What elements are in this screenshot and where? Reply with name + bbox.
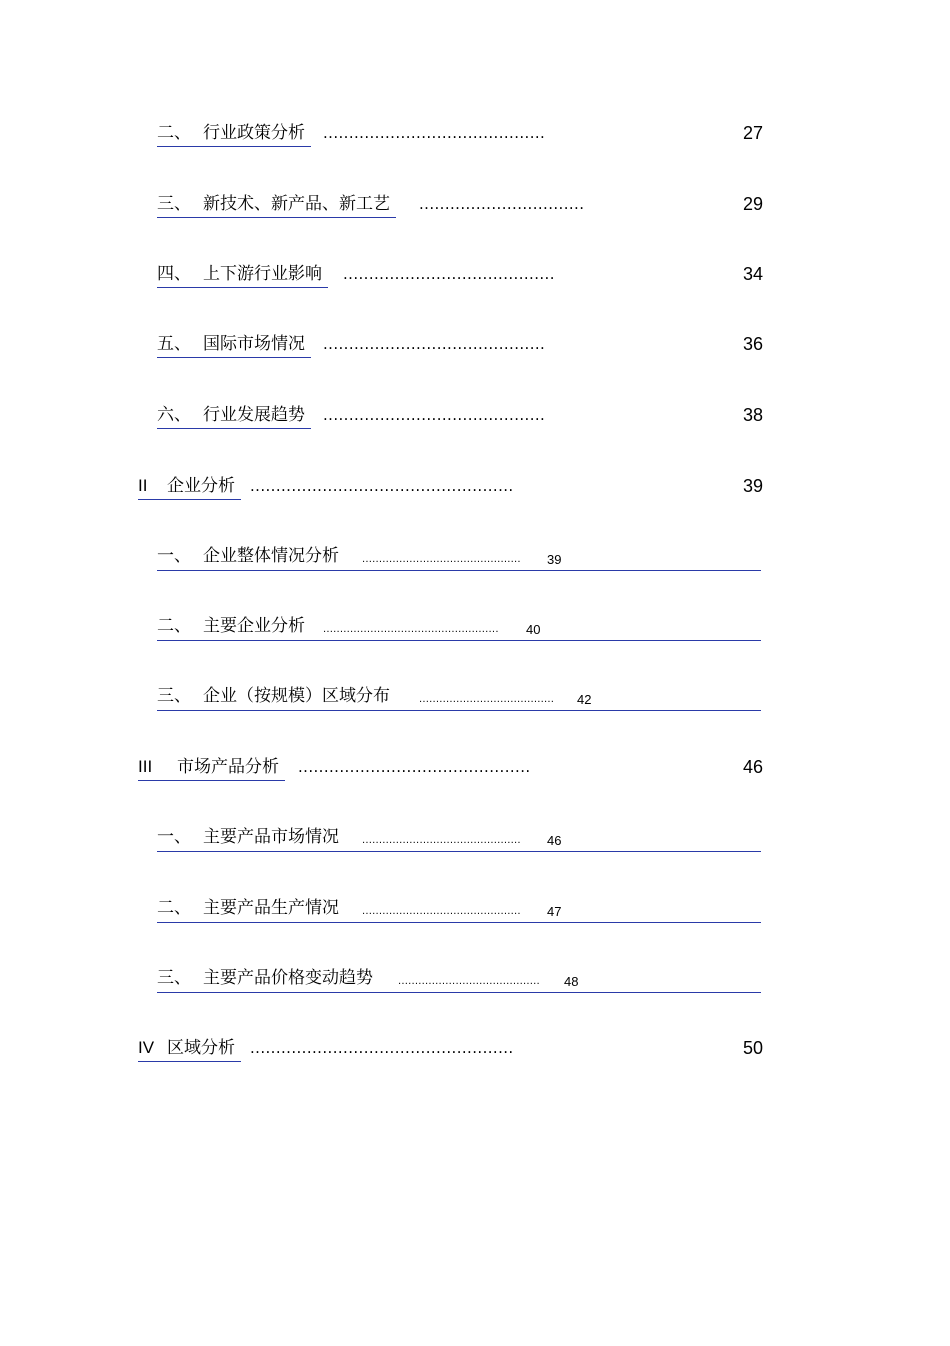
toc-leader-dots: ...................................................	[250, 477, 514, 495]
toc-entry-title: 新技术、新产品、新工艺	[203, 194, 390, 214]
toc-entry-title: 上下游行业影响	[203, 264, 322, 284]
toc-entry[interactable]	[157, 403, 763, 433]
toc-leader-dots: ................................	[419, 195, 585, 213]
toc-leader-dots: ..........................................	[398, 976, 540, 987]
toc-entry[interactable]	[157, 544, 761, 574]
link-underline	[157, 922, 761, 923]
toc-entry-number: 六、	[157, 405, 191, 425]
toc-link[interactable]	[157, 966, 379, 991]
toc-link[interactable]	[157, 332, 311, 358]
toc-entry-number: 二、	[157, 123, 191, 143]
toc-page-number: 40	[526, 622, 541, 637]
toc-entry-number: 三、	[157, 968, 191, 988]
toc-leader-dots: .........................................	[343, 265, 555, 283]
toc-entry-title: 行业发展趋势	[203, 405, 305, 425]
link-underline	[157, 992, 761, 993]
toc-entry[interactable]	[157, 684, 761, 714]
toc-leader-dots: ...........................................	[323, 406, 546, 424]
toc-leader-dots: ...............................................	[362, 906, 521, 917]
toc-link[interactable]	[157, 614, 311, 639]
link-underline	[157, 851, 761, 852]
toc-link[interactable]	[157, 192, 396, 218]
toc-page-number: 38	[742, 405, 763, 425]
toc-entry-number: 三、	[157, 686, 191, 706]
toc-leader-dots: .............................................	[298, 758, 531, 776]
toc-page-number: 39	[742, 476, 763, 496]
toc-page-number: 46	[742, 757, 763, 777]
toc-link[interactable]	[138, 474, 241, 500]
toc-leader-dots: ...........................................	[323, 124, 546, 142]
toc-page-number: 36	[742, 334, 763, 354]
toc-link[interactable]	[157, 121, 311, 147]
toc-entry-title: 主要企业分析	[203, 616, 305, 636]
toc-page-number: 29	[742, 194, 763, 214]
toc-entry-number: 一、	[157, 546, 191, 566]
toc-page-number: 39	[547, 552, 562, 567]
toc-entry-title: 主要产品价格变动趋势	[203, 968, 373, 988]
toc-link[interactable]	[138, 1036, 241, 1062]
toc-entry-title: 主要产品市场情况	[203, 827, 339, 847]
toc-entry-number: 一、	[157, 827, 191, 847]
toc-entry-title: 国际市场情况	[203, 334, 305, 354]
toc-link[interactable]	[157, 544, 345, 569]
toc-entry[interactable]	[138, 755, 763, 785]
toc-link[interactable]	[157, 684, 396, 709]
link-underline	[157, 640, 761, 641]
toc-page-number: 50	[742, 1038, 763, 1058]
toc-entry-number: 二、	[157, 616, 191, 636]
toc-leader-dots: ....................................................	[323, 624, 499, 635]
toc-leader-dots: ...............................................	[362, 554, 521, 565]
toc-entry-number: 二、	[157, 898, 191, 918]
toc-page-number: 46	[547, 833, 562, 848]
toc-page-number: 27	[742, 123, 763, 143]
toc-entry[interactable]	[157, 896, 761, 926]
toc-leader-dots: ...........................................	[323, 335, 546, 353]
toc-entry[interactable]	[157, 332, 763, 362]
toc-leader-dots: ...............................................	[362, 835, 521, 846]
toc-entry-number: II	[138, 476, 148, 495]
toc-entry-title: 市场产品分析	[177, 757, 279, 777]
toc-entry-title: 行业政策分析	[203, 123, 305, 143]
toc-entry-title: 企业分析	[167, 476, 235, 496]
toc-link[interactable]	[157, 825, 345, 850]
toc-leader-dots: ........................................	[419, 694, 555, 705]
toc-link[interactable]	[138, 755, 285, 781]
toc-entry[interactable]	[138, 1036, 763, 1066]
toc-entry-number: III	[138, 757, 153, 776]
toc-entry[interactable]	[138, 474, 763, 504]
toc-entry-title: 主要产品生产情况	[203, 898, 339, 918]
toc-entry-number: 三、	[157, 194, 191, 214]
toc-entry[interactable]	[157, 192, 763, 222]
toc-entry-title: 区域分析	[167, 1038, 235, 1058]
toc-page-number: 42	[577, 692, 592, 707]
toc-link[interactable]	[157, 262, 328, 288]
toc-leader-dots: ...................................................	[250, 1039, 514, 1057]
toc-link[interactable]	[157, 403, 311, 429]
toc-page-number: 48	[564, 974, 579, 989]
toc-entry[interactable]	[157, 614, 761, 644]
toc-entry-number: 五、	[157, 334, 191, 354]
toc-entry-number: IV	[138, 1038, 155, 1057]
toc-link[interactable]	[157, 896, 345, 921]
toc-entry-number: 四、	[157, 264, 191, 284]
toc-page-number: 47	[547, 904, 562, 919]
link-underline	[157, 710, 761, 711]
toc-entry[interactable]	[157, 966, 761, 996]
toc-entry[interactable]	[157, 121, 763, 151]
toc-entry-title: 企业整体情况分析	[203, 546, 339, 566]
link-underline	[157, 570, 761, 571]
toc-page-number: 34	[742, 264, 763, 284]
toc-entry-title: 企业（按规模）区域分布	[203, 686, 390, 706]
toc-entry[interactable]	[157, 262, 763, 292]
toc-entry[interactable]	[157, 825, 761, 855]
